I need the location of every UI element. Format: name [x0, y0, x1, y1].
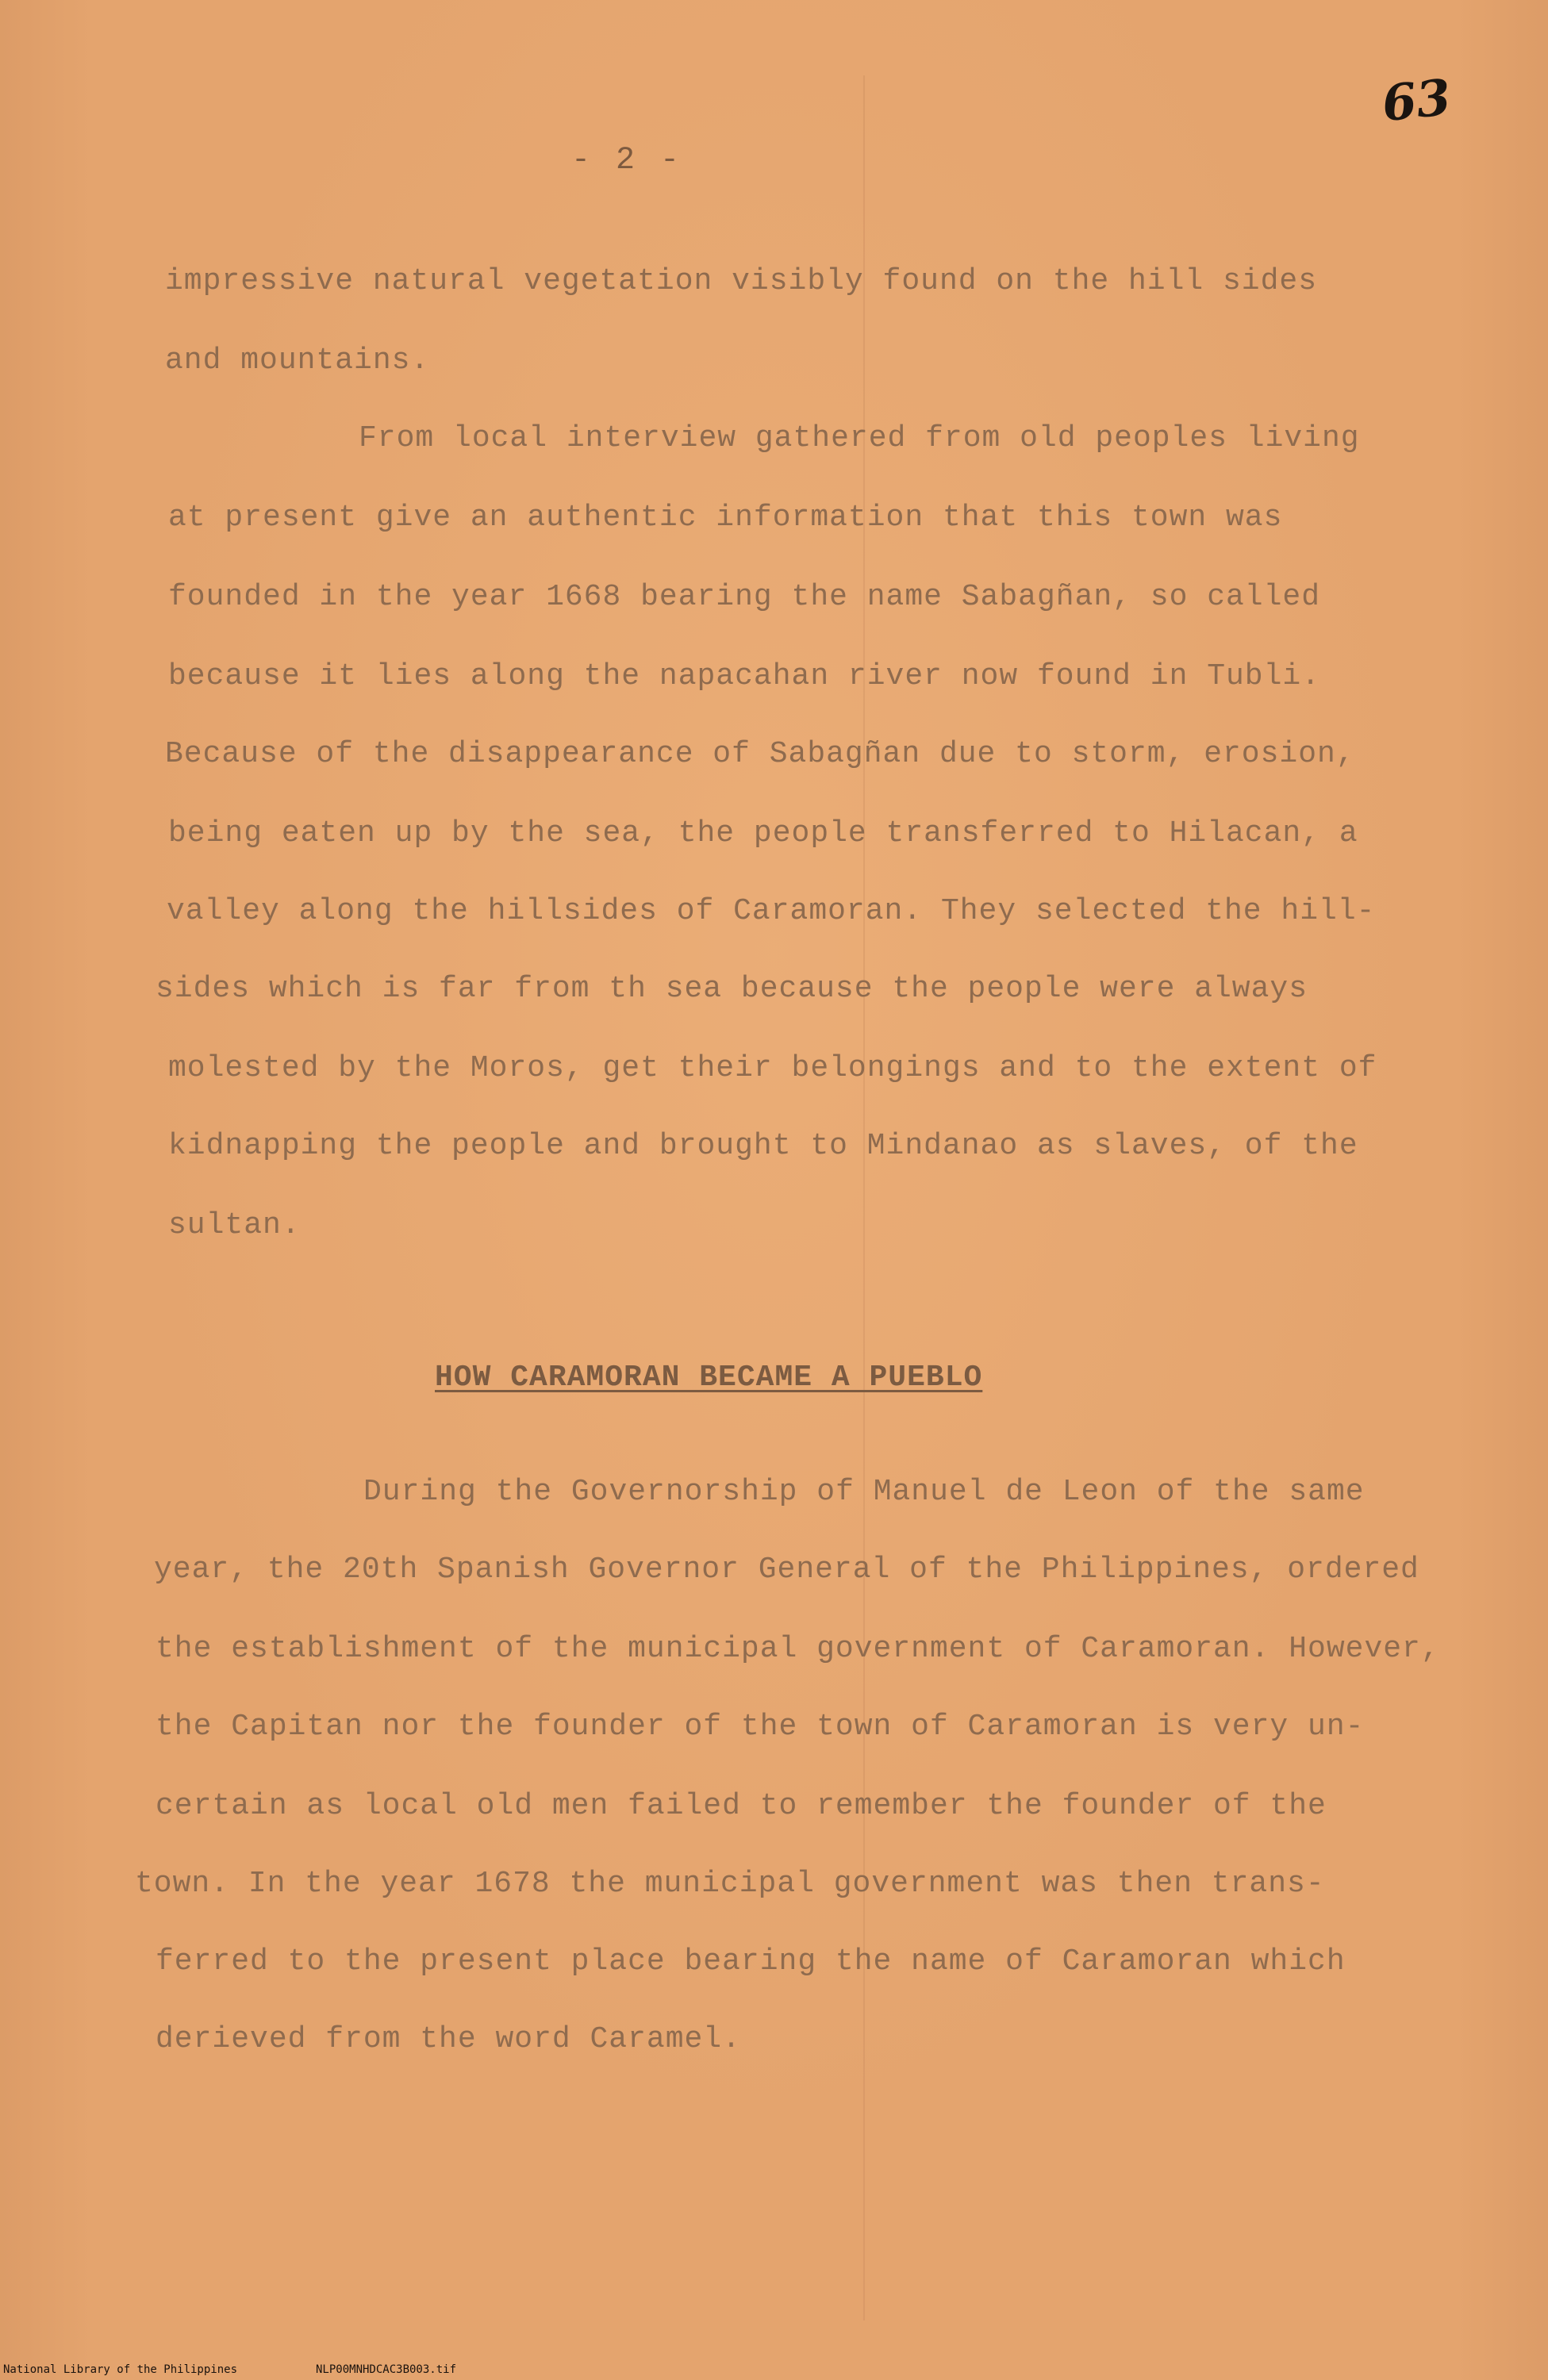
text-line: molested by the Moros, get their belongings and to the extent of: [168, 1051, 1377, 1085]
text-line: town. In the year 1678 the municipal government was then trans-: [135, 1867, 1325, 1901]
scan-filename: NLP00MNHDCAC3B003.tif: [316, 2363, 457, 2376]
text-line: kidnapping the people and brought to Mindanao as slaves, of the: [168, 1129, 1358, 1163]
text-line: the establishment of the municipal government of Caramoran. However,: [156, 1632, 1440, 1666]
text-line: sultan.: [168, 1208, 301, 1242]
page-fold-line: [863, 75, 865, 2320]
page-number: - 2 -: [571, 143, 683, 178]
text-line: at present give an authentic information that this town was: [168, 501, 1283, 535]
text-line: impressive natural vegetation visibly found on the hill sides: [165, 264, 1318, 298]
text-line: certain as local old men failed to remember the founder of the: [156, 1789, 1327, 1823]
text-line: During the Governorship of Manuel de Leon of the same: [363, 1475, 1365, 1509]
scan-footer: [0, 2359, 1548, 2380]
library-credit: National Library of the Philippines: [3, 2363, 238, 2376]
text-line: and mountains.: [165, 344, 430, 378]
handwritten-folio-number: 63: [1379, 67, 1454, 133]
text-line: the Capitan nor the founder of the town of Caramoran is very un-: [156, 1710, 1365, 1744]
text-line: derieved from the word Caramel.: [156, 2022, 741, 2056]
text-line: sides which is far from th sea because the people were always: [156, 972, 1308, 1006]
text-line: because it lies along the napacahan river now found in Tubli.: [168, 659, 1321, 693]
text-line: valley along the hillsides of Caramoran. They selected the hill-: [167, 894, 1376, 928]
text-line: Because of the disappearance of Sabagñan due to storm, erosion,: [165, 737, 1355, 771]
section-heading: HOW CARAMORAN BECAME A PUEBLO: [435, 1361, 983, 1395]
text-line: being eaten up by the sea, the people transferred to Hilacan, a: [168, 816, 1358, 850]
text-line: founded in the year 1668 bearing the name Sabagñan, so called: [168, 580, 1321, 614]
text-line: ferred to the present place bearing the name of Caramoran which: [156, 1944, 1346, 1979]
text-line: year, the 20th Spanish Governor General of the Philippines, ordered: [154, 1553, 1419, 1587]
text-line: From local interview gathered from old peoples living: [359, 421, 1360, 455]
